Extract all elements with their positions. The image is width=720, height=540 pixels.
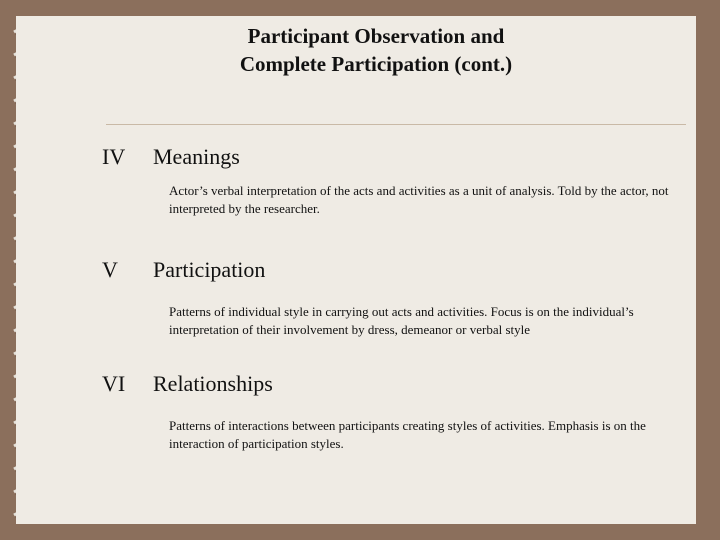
slide <box>16 16 696 524</box>
item-description: Actor’s verbal interpretation of the acts and activities as a unit of analysis. Told by the actor, not interpreted by the researcher. <box>169 183 669 216</box>
item-numeral: VI <box>102 371 126 396</box>
title-divider <box>106 124 686 125</box>
item-description: Patterns of individual style in carrying out acts and activities. Focus is on the individual’s interpretation of their involvement by dress, demeanor or verbal style <box>169 304 634 337</box>
item-numeral: IV <box>102 144 126 169</box>
item-heading: Meanings <box>153 144 240 169</box>
title-line-2: Complete Participation (cont.) <box>239 52 513 76</box>
item-heading: Relationships <box>153 371 273 396</box>
slide-title <box>56 22 696 78</box>
title-line-1: Participant Observation and <box>247 24 505 48</box>
item-heading: Participation <box>153 257 266 282</box>
item-description: Patterns of interactions between participants creating styles of activities. Emphasis is on the interaction of participation styles. <box>169 418 646 451</box>
item-numeral: V <box>102 257 118 282</box>
